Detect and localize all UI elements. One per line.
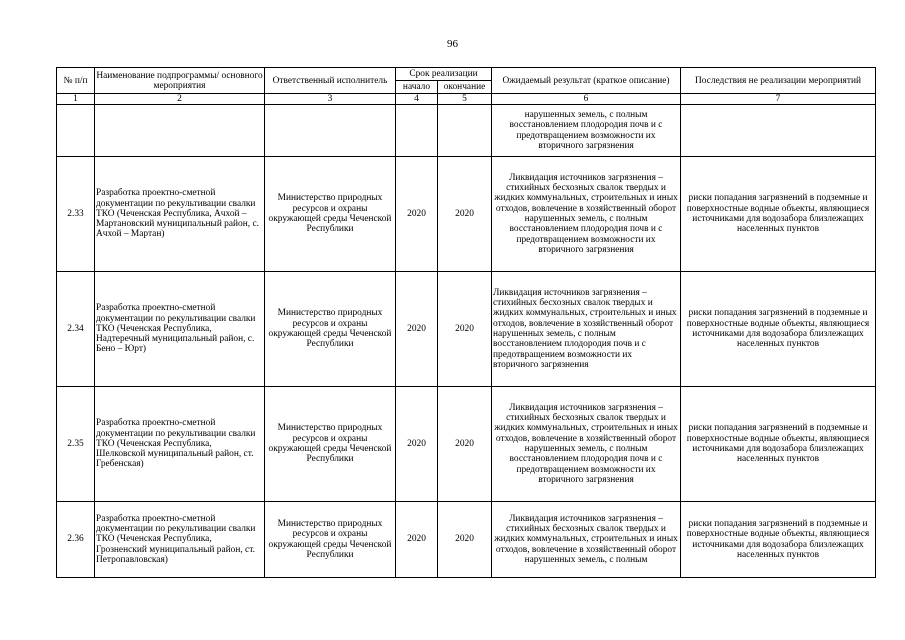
row-result: Ликвидация источников загрязнения –стихийных бесхозных свалок твердых и жидких коммунальных, строительных и иных отходов, вовлечение в хозяйственный оборот нарушенных земель, с полным восстановлением плодородия почв и с предотвращением возможности их вторичного загрязнения bbox=[492, 157, 681, 272]
row-name: Разработка проектно-сметной документации по рекультивации свалки ТКО (Чеченская Республика, Грозненский муниципальный район, ст. Петропавловская) bbox=[95, 502, 265, 578]
column-number: 6 bbox=[492, 94, 681, 105]
header-num: № п/п bbox=[57, 68, 95, 94]
header-name: Наименование подпрограммы/ основного мероприятия bbox=[95, 68, 265, 94]
row-name: Разработка проектно-сметной документации по рекультивации свалки ТКО (Чеченская Республика, Надтеречный муниципальный район, с. Бено – Юрт) bbox=[95, 272, 265, 387]
header-period: Срок реализации bbox=[396, 68, 492, 81]
header-consequences: Последствия не реализации мероприятий bbox=[681, 68, 876, 94]
row-consequences: риски попадания загрязнений в подземные и поверхностные водные объекты, являющиеся источниками для водозабора близлежащих населенных пунктов bbox=[681, 272, 876, 387]
row-number: 2.34 bbox=[57, 272, 95, 387]
continuation-result: нарушенных земель, с полным восстановлением плодородия почв и с предотвращением возможности их вторичного загрязнения bbox=[492, 105, 681, 157]
row-end: 2020 bbox=[438, 157, 492, 272]
row-result: Ликвидация источников загрязнения –стихийных бесхозных свалок твердых и жидких коммунальных, строительных и иных отходов, вовлечение в хозяйственный оборот нарушенных земель, с полным восстановлением плодородия почв и с предотвращением возможности их вторичного загрязнения bbox=[492, 272, 681, 387]
table-row bbox=[57, 387, 876, 502]
header-executor: Ответственный исполнитель bbox=[265, 68, 396, 94]
column-number: 4 bbox=[396, 94, 438, 105]
row-end: 2020 bbox=[438, 272, 492, 387]
program-table bbox=[56, 67, 876, 578]
row-consequences: риски попадания загрязнений в подземные и поверхностные водные объекты, являющиеся источниками для водозабора близлежащих населенных пунктов bbox=[681, 157, 876, 272]
header-start: начало bbox=[396, 81, 438, 94]
table-row bbox=[57, 272, 876, 387]
header-result: Ожидаемый результат (краткое описание) bbox=[492, 68, 681, 94]
row-executor: Министерство природных ресурсов и охраны окружающей среды Чеченской Республики bbox=[265, 272, 396, 387]
row-name: Разработка проектно-сметной документации по рекультивации свалки ТКО (Чеченская Республика, Ачхой – Мартановский муниципальный район, с. Ачхой – Мартан) bbox=[95, 157, 265, 272]
column-number: 5 bbox=[438, 94, 492, 105]
row-executor: Министерство природных ресурсов и охраны окружающей среды Чеченской Республики bbox=[265, 502, 396, 578]
row-consequences: риски попадания загрязнений в подземные и поверхностные водные объекты, являющиеся источниками для водозабора близлежащих населенных пунктов bbox=[681, 502, 876, 578]
row-number: 2.33 bbox=[57, 157, 95, 272]
row-name: Разработка проектно-сметной документации по рекультивации свалки ТКО (Чеченская Республика, Шелковской муниципальный район, ст. Гребенская) bbox=[95, 387, 265, 502]
header-row bbox=[57, 68, 876, 81]
row-end: 2020 bbox=[438, 387, 492, 502]
table-row bbox=[57, 502, 876, 578]
row-result: Ликвидация источников загрязнения – стихийных бесхозных свалок твердых и жидких коммунальных, строительных и иных отходов, вовлечение в хозяйственный оборот нарушенных земель, с полным восстановлением плодородия почв и с предотвращением возможности их вторичного загрязнения bbox=[492, 387, 681, 502]
column-number: 1 bbox=[57, 94, 95, 105]
column-number: 3 bbox=[265, 94, 396, 105]
row-number: 2.35 bbox=[57, 387, 95, 502]
column-number-row bbox=[57, 94, 876, 105]
row-result: Ликвидация источников загрязнения –стихийных бесхозных свалок твердых и жидких коммунальных, строительных и иных отходов, вовлечение в хозяйственный оборот нарушенных земель, с полным bbox=[492, 502, 681, 578]
row-executor: Министерство природных ресурсов и охраны окружающей среды Чеченской Республики bbox=[265, 387, 396, 502]
row-start: 2020 bbox=[396, 502, 438, 578]
row-number: 2.36 bbox=[57, 502, 95, 578]
column-number: 2 bbox=[95, 94, 265, 105]
row-consequences: риски попадания загрязнений в подземные и поверхностные водные объекты, являющиеся источниками для водозабора близлежащих населенных пунктов bbox=[681, 387, 876, 502]
column-number: 7 bbox=[681, 94, 876, 105]
header-end: окончание bbox=[438, 81, 492, 94]
continuation-row bbox=[57, 105, 876, 157]
row-start: 2020 bbox=[396, 387, 438, 502]
page-number: 96 bbox=[447, 38, 458, 50]
row-start: 2020 bbox=[396, 157, 438, 272]
table-row bbox=[57, 157, 876, 272]
row-end: 2020 bbox=[438, 502, 492, 578]
row-start: 2020 bbox=[396, 272, 438, 387]
row-executor: Министерство природных ресурсов и охраны окружающей среды Чеченской Республики bbox=[265, 157, 396, 272]
